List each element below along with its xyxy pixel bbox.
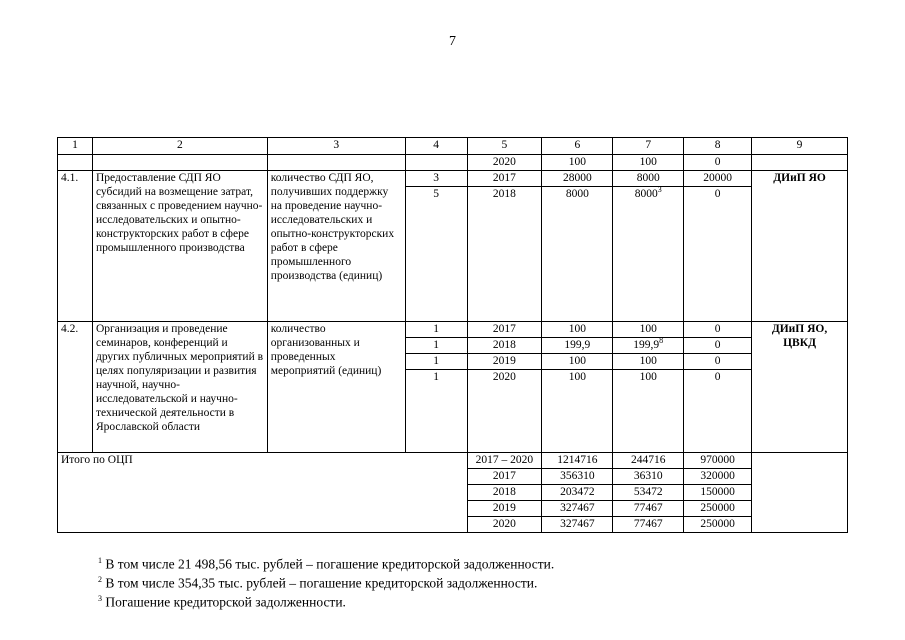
value-cell: 0: [684, 322, 752, 338]
year-cell: 2017: [467, 322, 542, 338]
value-cell: 3: [405, 171, 467, 187]
value-cell: 53472: [613, 485, 684, 501]
table-row: [58, 171, 848, 187]
value-cell: 0: [684, 338, 752, 354]
measure-description: Предоставление СДП ЯО субсидий на возмещение затрат, связанных с проведением научно-исследовательских и опытно-конструкторских работ в сфере промышленного производства: [92, 171, 267, 322]
year-cell: 2017: [467, 171, 542, 187]
value-cell: 77467: [613, 501, 684, 517]
value-cell: 100: [542, 155, 613, 171]
header-cell: 1: [58, 138, 93, 155]
value-cell: 8000$^3$: [613, 187, 684, 322]
header-cell: 5: [467, 138, 542, 155]
value-cell: 100: [613, 155, 684, 171]
value-cell: 970000: [684, 453, 752, 469]
value-cell: 327467: [542, 517, 613, 533]
value-cell: 203472: [542, 485, 613, 501]
value-cell: 250000: [684, 501, 752, 517]
value-cell: 100: [542, 322, 613, 338]
table-row: [58, 322, 848, 338]
value-cell: 8000: [542, 187, 613, 322]
year-cell: 2020: [467, 517, 542, 533]
value-cell: 199,9: [542, 338, 613, 354]
value-cell: 1: [405, 322, 467, 338]
header-cell: 6: [542, 138, 613, 155]
value-cell: 100: [542, 370, 613, 453]
indicator-description: количество СДП ЯО, получивших поддержку на проведение научно-исследовательских и опытно-конструкторских работ в сфере промышленного производства (единиц): [267, 171, 405, 322]
value-cell: 244716: [613, 453, 684, 469]
measure-description: Организация и проведение семинаров, конференций и других публичных мероприятий в целях популяризации и развития научной, научно-исследовательской и научно-технической деятельности в Ярославской области: [92, 322, 267, 453]
total-label: Итого по ОЦП: [58, 453, 468, 533]
year-cell: 2020: [467, 155, 542, 171]
value-cell: 0: [684, 354, 752, 370]
year-cell: 2019: [467, 501, 542, 517]
value-cell: 1: [405, 338, 467, 354]
header-cell: 2: [92, 138, 267, 155]
year-cell: 2017 – 2020: [467, 453, 542, 469]
value-cell: 199,9$^8$: [613, 338, 684, 354]
table-row: [58, 155, 848, 171]
value-cell: 100: [613, 354, 684, 370]
footnote: $^2$ В том числе 354,35 тыс. рублей – погашение кредиторской задолженности.: [98, 575, 538, 591]
footnote: $^1$ В том числе 21 498,56 тыс. рублей – погашение кредиторской задолженности.: [98, 556, 555, 572]
executor-cell: ДИиП ЯО: [752, 171, 848, 322]
value-cell: 8000: [613, 171, 684, 187]
value-cell: 0: [684, 187, 752, 322]
header-cell: 8: [684, 138, 752, 155]
value-cell: 320000: [684, 469, 752, 485]
value-cell: 1214716: [542, 453, 613, 469]
header-cell: 4: [405, 138, 467, 155]
page-number: 7: [449, 34, 456, 49]
row-number: 4.2.: [58, 322, 93, 453]
footnote: $^3$ Погашение кредиторской задолженности.: [98, 594, 346, 610]
header-cell: 3: [267, 138, 405, 155]
value-cell: 20000: [684, 171, 752, 187]
value-cell: 327467: [542, 501, 613, 517]
header-row: [58, 138, 848, 155]
program-table: [57, 137, 848, 533]
value-cell: 250000: [684, 517, 752, 533]
value-cell: 0: [684, 155, 752, 171]
indicator-description: количество организованных и проведенных мероприятий (единиц): [267, 322, 405, 453]
value-cell: 150000: [684, 485, 752, 501]
value-cell: 28000: [542, 171, 613, 187]
table-row: [58, 453, 848, 469]
header-cell: 7: [613, 138, 684, 155]
value-cell: 1: [405, 370, 467, 453]
executor-cell: ДИиП ЯО, ЦВКД: [752, 322, 848, 453]
year-cell: 2019: [467, 354, 542, 370]
value-cell: 77467: [613, 517, 684, 533]
value-cell: 100: [542, 354, 613, 370]
value-cell: 0: [684, 370, 752, 453]
year-cell: 2020: [467, 370, 542, 453]
year-cell: 2017: [467, 469, 542, 485]
value-cell: 5: [405, 187, 467, 322]
header-cell: 9: [752, 138, 848, 155]
year-cell: 2018: [467, 338, 542, 354]
value-cell: 356310: [542, 469, 613, 485]
value-cell: 100: [613, 370, 684, 453]
value-cell: 100: [613, 322, 684, 338]
year-cell: 2018: [467, 187, 542, 322]
row-number: 4.1.: [58, 171, 93, 322]
value-cell: 1: [405, 354, 467, 370]
year-cell: 2018: [467, 485, 542, 501]
value-cell: 36310: [613, 469, 684, 485]
